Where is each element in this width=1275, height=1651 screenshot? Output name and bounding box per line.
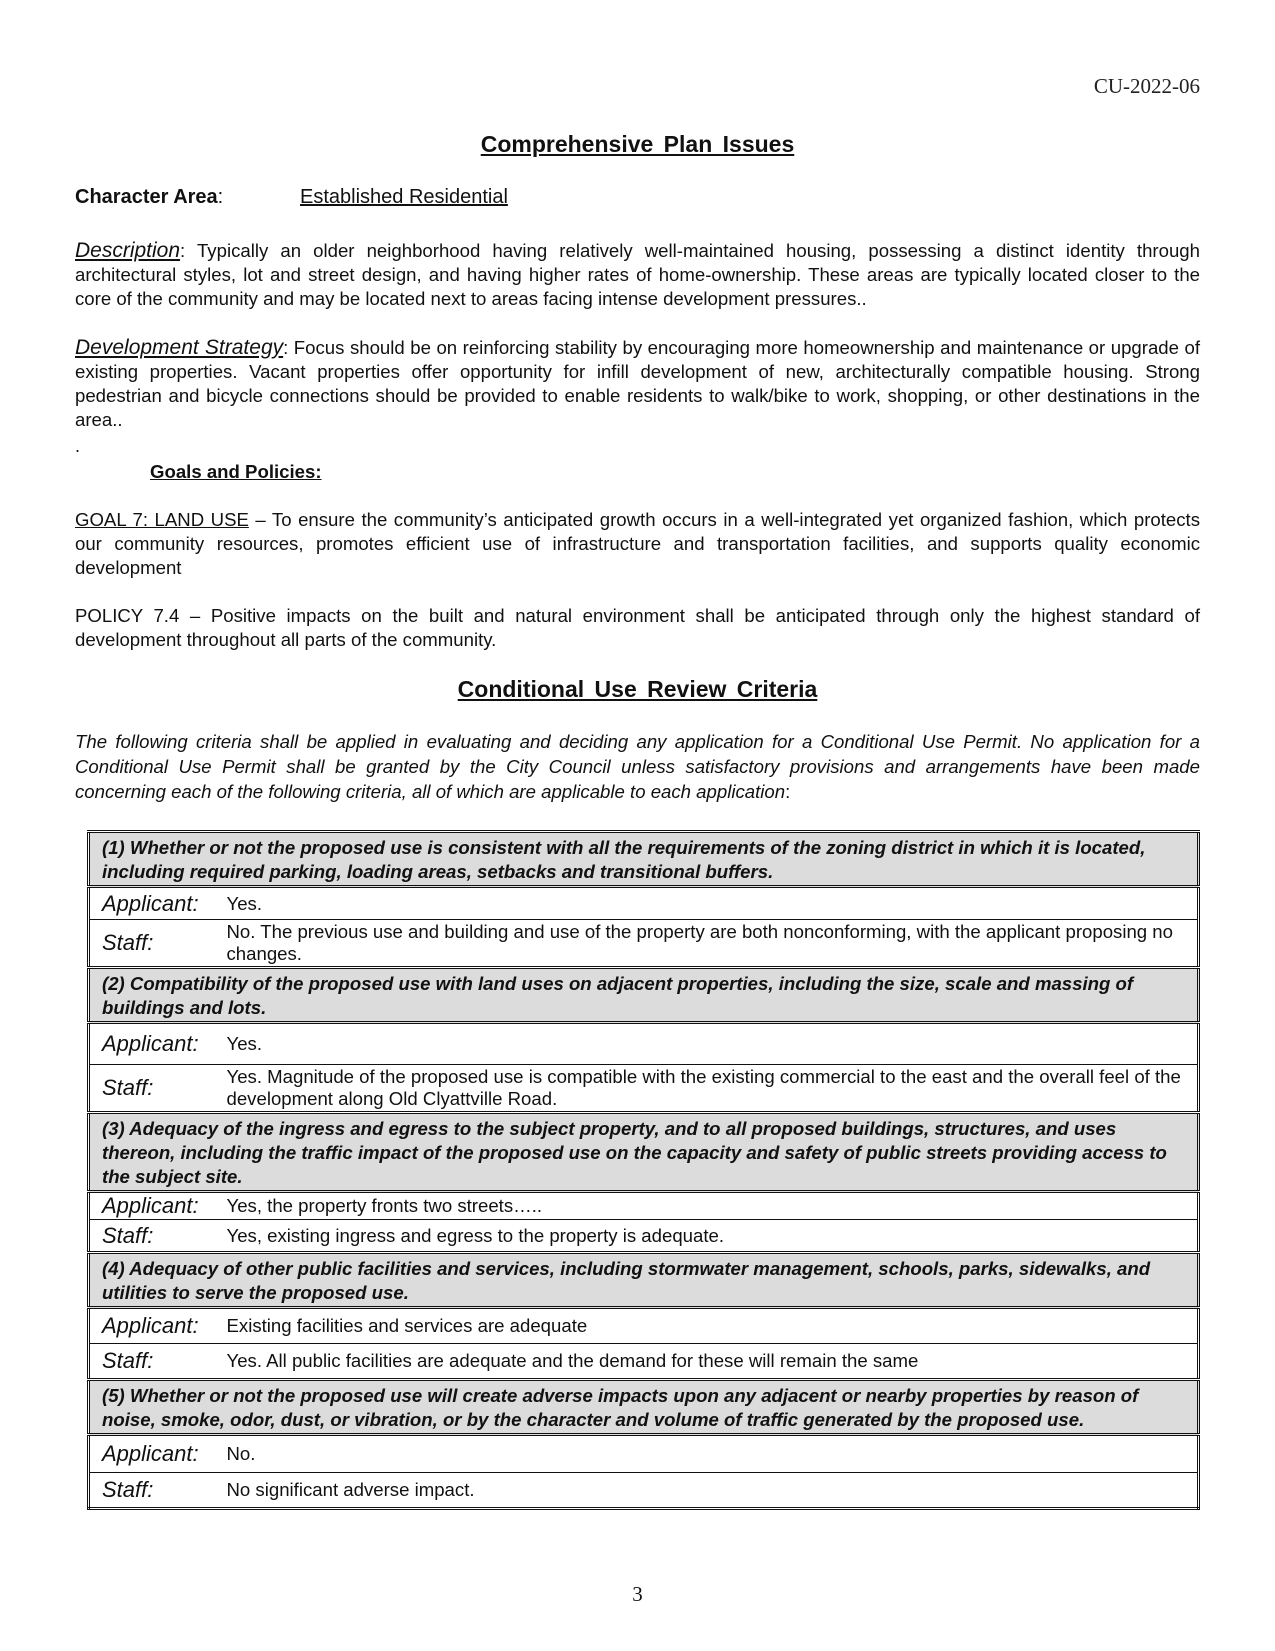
development-strategy-paragraph [75,336,1200,432]
review-criteria-heading: Conditional Use Review Criteria [457,676,818,702]
staff-label: Staff: [89,1473,219,1509]
criterion-question: (2) Compatibility of the proposed use with land uses on adjacent properties, including the size, scale and massing of buildings and lots. [89,968,1199,1023]
staff-response: Yes. Magnitude of the proposed use is compatible with the existing commercial to the east and the overall feel of the development along Old Clyattville Road. [219,1065,1199,1113]
criterion-question-row [89,968,1199,1023]
applicant-row [89,1023,1199,1065]
goal-text: – To ensure the community’s anticipated growth occurs in a well-integrated yet organized fashion, which protects our community resources, promotes efficient use of infrastructure and transportation facilities, and supports quality economic development [75,509,1200,578]
criterion-question: (3) Adequacy of the ingress and egress to the subject property, and to all proposed buildings, structures, and uses thereon, including the traffic impact of the proposed use on the capacity and safety of public streets providing access to the subject site. [89,1113,1199,1192]
applicant-response: Yes. [219,1023,1199,1065]
staff-row [89,1473,1199,1509]
comprehensive-plan-heading: Comprehensive Plan Issues [480,131,795,157]
criteria-table [87,830,1200,1510]
criterion-question: (1) Whether or not the proposed use is consistent with all the requirements of the zoning district in which it is located, including required parking, loading areas, setbacks and transitional buffers. [89,832,1199,887]
staff-response: No. The previous use and building and use of the property are both nonconforming, with the applicant proposing no changes. [219,920,1199,968]
goal-paragraph [75,508,1200,580]
staff-response: Yes. All public facilities are adequate and the demand for these will remain the same [219,1344,1199,1380]
criterion-question: (5) Whether or not the proposed use will create adverse impacts upon any adjacent or nearby properties by reason of noise, smoke, odor, dust, or vibration, or by the character and volume of traffic generated by the proposed use. [89,1380,1199,1435]
applicant-row [89,1308,1199,1344]
stray-period: . [75,436,81,456]
applicant-response: Existing facilities and services are adequate [219,1308,1199,1344]
description-text: : Typically an older neighborhood having relatively well-maintained housing, possessing a distinct identity through architectural styles, lot and street design, and having higher rates of home-ownership. These areas are typically located closer to the core of the community and may be located next to areas facing intense development pressures.. [75,240,1200,309]
applicant-label: Applicant: [89,1308,219,1344]
intro-text: The following criteria shall be applied in evaluating and deciding any application for a Conditional Use Permit. No application for a Conditional Use Permit shall be granted by the City Council unless satisfactory provisions and arrangements have been made concerning each of the following criteria, all of which are applicable to each application [75,731,1200,802]
staff-response: No significant adverse impact. [219,1473,1199,1509]
applicant-label: Applicant: [89,1192,219,1220]
staff-row [89,1344,1199,1380]
criterion-question-row [89,832,1199,887]
staff-label: Staff: [89,1220,219,1253]
character-area-value: Established Residential [300,186,508,208]
applicant-row [89,1192,1199,1220]
criterion-question-row [89,1113,1199,1192]
staff-label: Staff: [89,1065,219,1113]
character-area-line [75,186,508,209]
goal-label: GOAL 7: LAND USE [75,509,249,530]
applicant-response: No. [219,1435,1199,1473]
criterion-question-row [89,1380,1199,1435]
criterion-question-row [89,1253,1199,1308]
character-area-colon: : [217,186,224,208]
staff-row [89,1065,1199,1113]
description-paragraph [75,239,1200,311]
criterion-question: (4) Adequacy of other public facilities and services, including stormwater management, schools, parks, sidewalks, and utilities to serve the proposed use. [89,1253,1199,1308]
applicant-label: Applicant: [89,1023,219,1065]
character-area-label: Character Area [75,186,218,208]
applicant-response: Yes, the property fronts two streets….. [219,1192,1199,1220]
staff-response: Yes, existing ingress and egress to the property is adequate. [219,1220,1199,1253]
staff-label: Staff: [89,1344,219,1380]
applicant-row [89,1435,1199,1473]
page-number: 3 [632,1582,643,1606]
staff-label: Staff: [89,920,219,968]
description-label: Description [75,239,181,262]
applicant-label: Applicant: [89,887,219,920]
applicant-response: Yes. [219,887,1199,920]
intro-colon: : [785,781,791,802]
review-criteria-intro [75,729,1200,804]
staff-row [89,920,1199,968]
goals-policies-heading: Goals and Policies: [150,461,322,482]
applicant-label: Applicant: [89,1435,219,1473]
development-strategy-label: Development Strategy [75,336,284,359]
development-strategy-text: : Focus should be on reinforcing stability by encouraging more homeownership and maintenance or upgrade of existing properties. Vacant properties offer opportunity for infill development of new, architecturally compatible housing. Strong pedestrian and bicycle connections should be provided to enable residents to walk/bike to work, shopping, or other destinations in the area.. [75,337,1200,430]
staff-row [89,1220,1199,1253]
policy-paragraph: POLICY 7.4 – Positive impacts on the built and natural environment shall be anticipated through only the highest standard of development throughout all parts of the community. [75,605,1200,650]
applicant-row [89,887,1199,920]
case-number: CU-2022-06 [1093,74,1200,98]
